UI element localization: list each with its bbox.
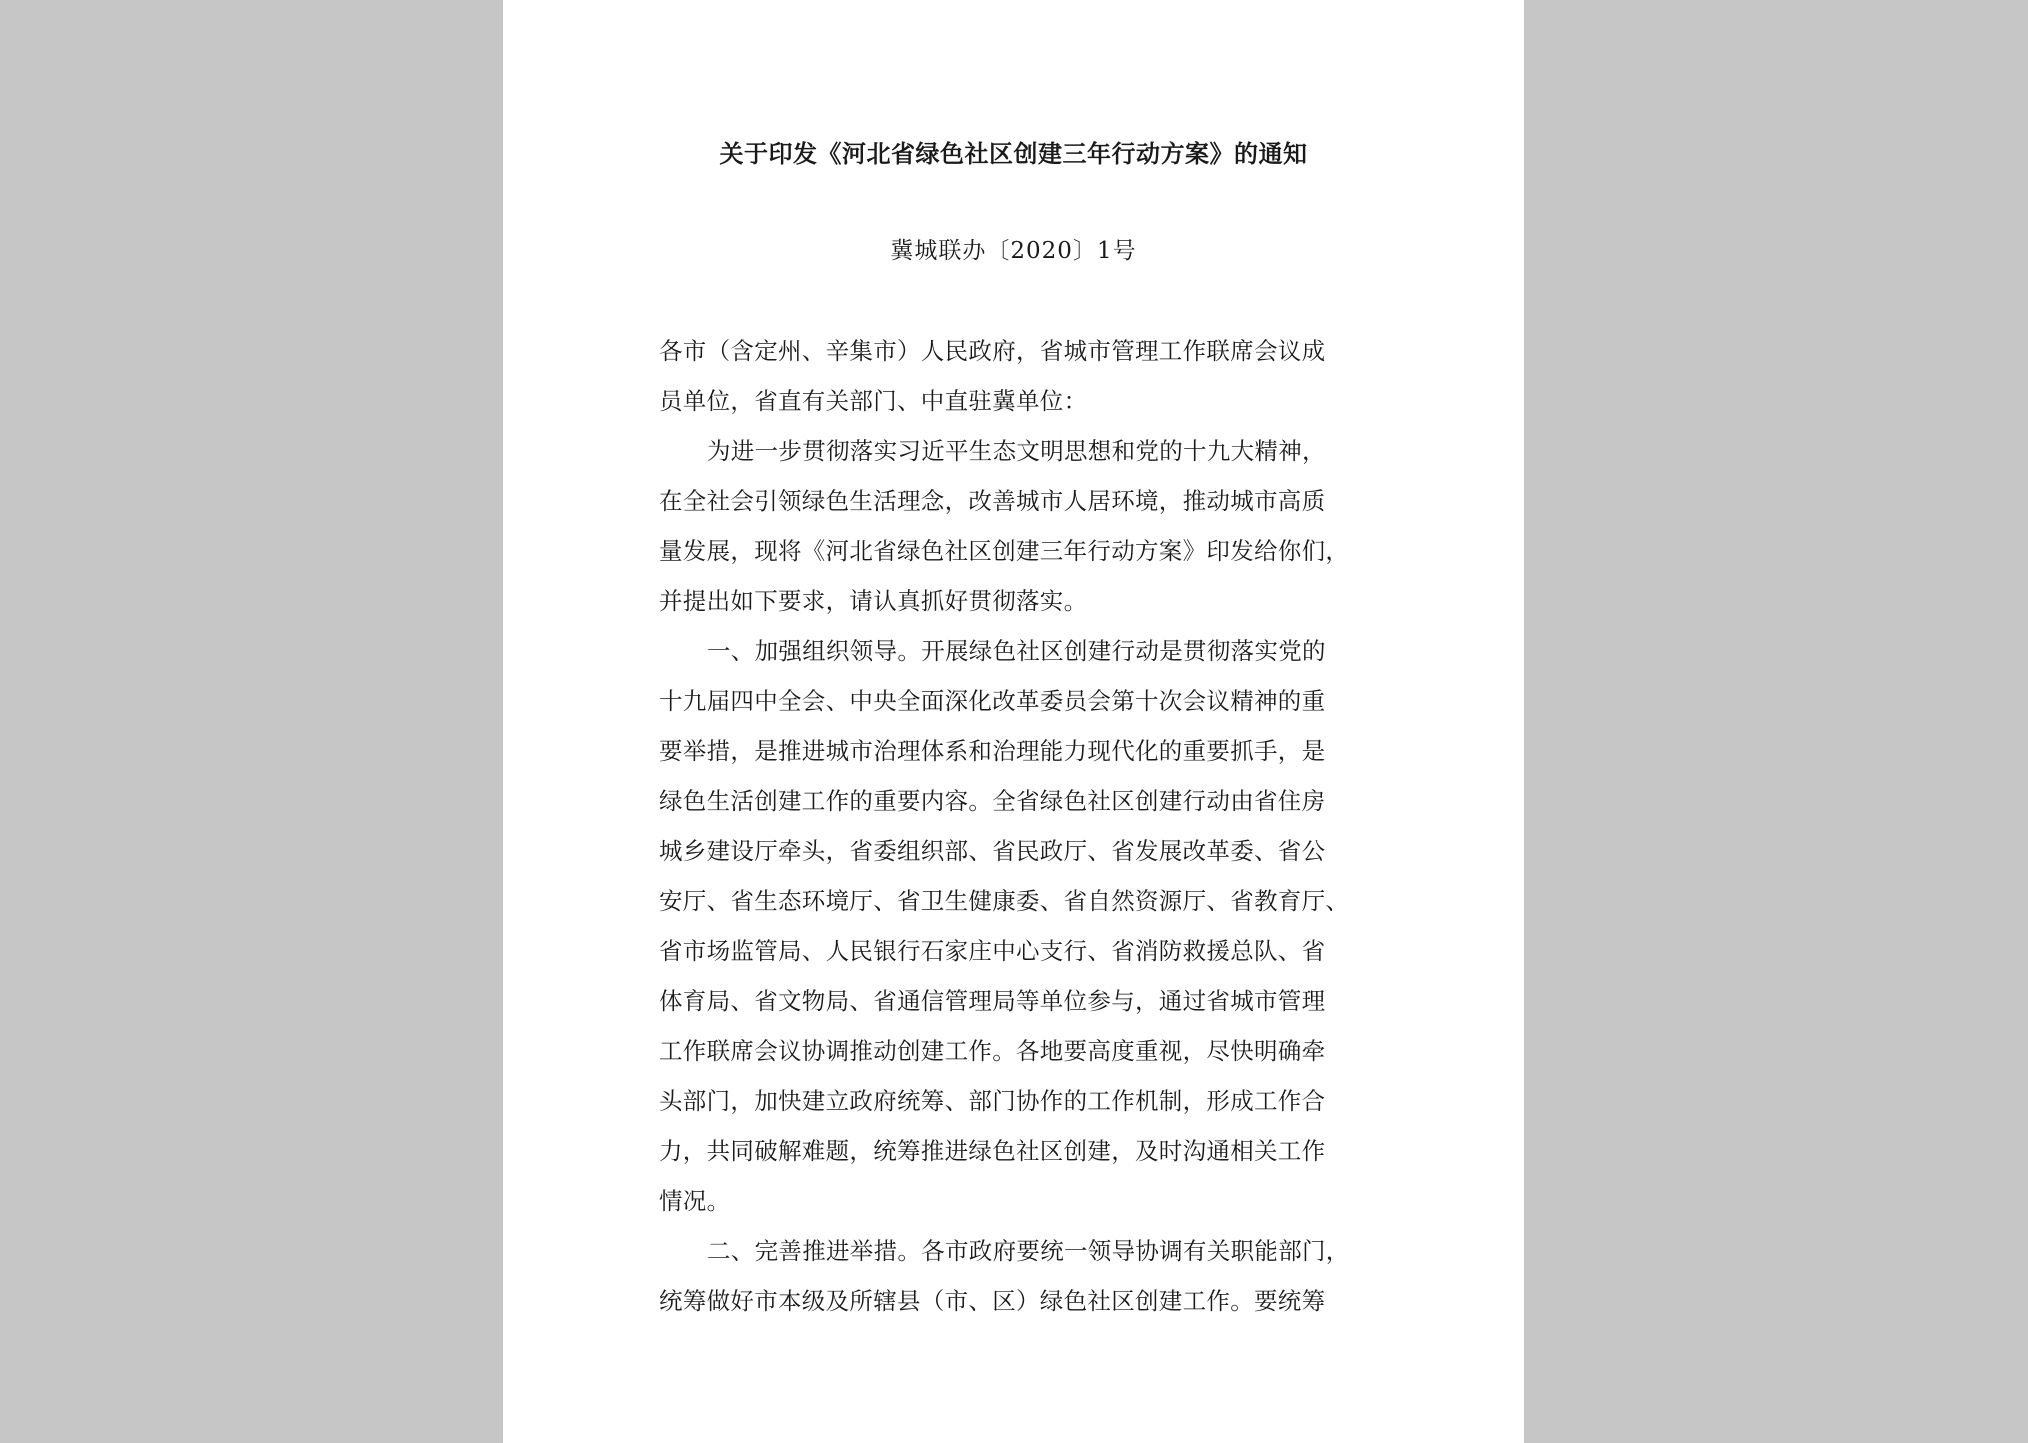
text-line: 量发展，现将《河北省绿色社区创建三年行动方案》印发给你们，	[659, 537, 1350, 565]
text-line: 二、完善推进举措。各市政府要统一领导协调有关职能部门，	[707, 1237, 1350, 1265]
text-line: 情况。	[659, 1187, 731, 1215]
text-line: 并提出如下要求，请认真抓好贯彻落实。	[659, 587, 1088, 615]
document-title: 关于印发《河北省绿色社区创建三年行动方案》的通知	[719, 140, 1308, 168]
text-line: 体育局、省文物局、省通信管理局等单位参与，通过省城市管理	[659, 987, 1326, 1015]
text-line: 十九届四中全会、中央全面深化改革委员会第十次会议精神的重	[659, 687, 1326, 715]
text-line: 一、加强组织领导。开展绿色社区创建行动是贯彻落实党的	[707, 637, 1326, 665]
text-line: 统筹做好市本级及所辖县（市、区）绿色社区创建工作。要统筹	[659, 1287, 1326, 1315]
text-line: 在全社会引领绿色生活理念，改善城市人居环境，推动城市高质	[659, 487, 1326, 515]
text-line: 安厅、省生态环境厅、省卫生健康委、省自然资源厅、省教育厅、	[659, 887, 1350, 915]
document-page	[503, 0, 1524, 1443]
text-line: 工作联席会议协调推动创建工作。各地要高度重视，尽快明确牵	[659, 1037, 1326, 1065]
text-line: 城乡建设厅牵头，省委组织部、省民政厅、省发展改革委、省公	[659, 837, 1326, 865]
text-line: 力，共同破解难题，统筹推进绿色社区创建，及时沟通相关工作	[659, 1137, 1326, 1165]
text-line: 为进一步贯彻落实习近平生态文明思想和党的十九大精神，	[707, 437, 1326, 465]
document-body	[659, 326, 1375, 1326]
text-line: 各市（含定州、辛集市）人民政府，省城市管理工作联席会议成	[659, 337, 1326, 365]
text-line: 员单位，省直有关部门、中直驻冀单位：	[659, 387, 1088, 415]
document-number: 冀城联办〔2020〕1号	[890, 238, 1137, 264]
text-line: 要举措，是推进城市治理体系和治理能力现代化的重要抓手，是	[659, 737, 1326, 765]
text-line: 头部门，加快建立政府统筹、部门协作的工作机制，形成工作合	[659, 1087, 1326, 1115]
text-line: 绿色生活创建工作的重要内容。全省绿色社区创建行动由省住房	[659, 787, 1326, 815]
text-line: 省市场监管局、人民银行石家庄中心支行、省消防救援总队、省	[659, 937, 1326, 965]
